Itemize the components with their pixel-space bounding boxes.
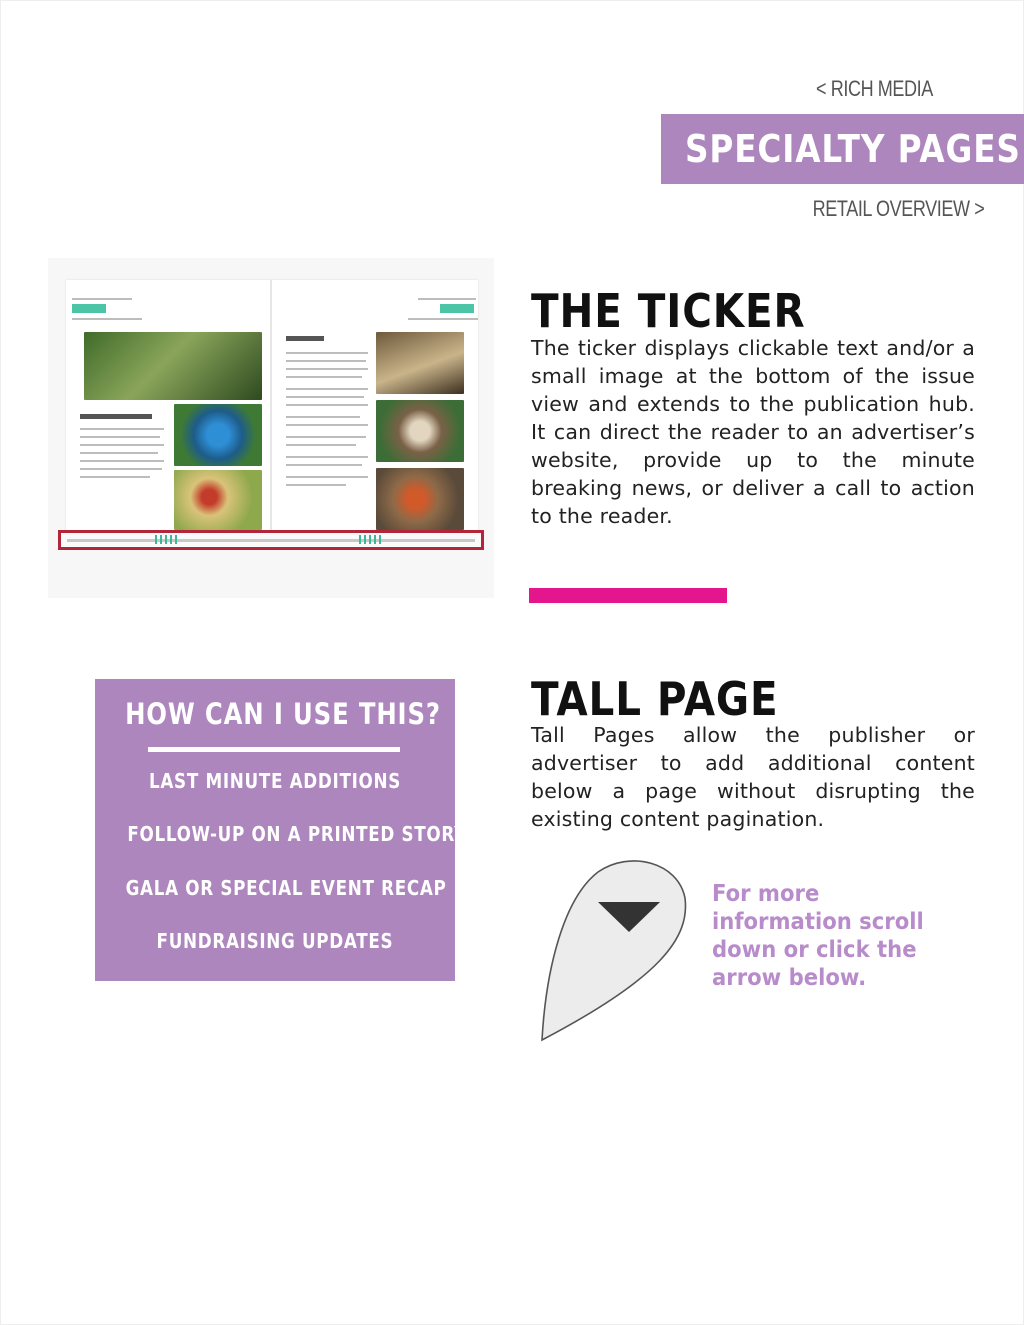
ticker-tick <box>175 535 177 544</box>
use-cases-box <box>95 679 467 981</box>
ticker-tick <box>379 535 381 544</box>
article-heading <box>80 414 152 419</box>
ticker-tick <box>374 535 376 544</box>
text-line <box>80 460 164 462</box>
robin-photo <box>376 468 464 530</box>
section-divider <box>529 588 727 603</box>
more-info-line: information scroll <box>712 909 924 935</box>
text-line <box>286 396 364 398</box>
text-line <box>418 298 476 300</box>
mushroom-photo <box>174 470 262 530</box>
spread-gutter <box>270 280 272 530</box>
ticker-strip <box>67 539 475 542</box>
text-line <box>286 368 368 370</box>
text-line <box>286 416 360 418</box>
hiker-photo <box>84 332 262 400</box>
more-info-line: arrow below. <box>712 965 867 991</box>
text-line <box>286 424 368 426</box>
left-page-tag <box>72 304 106 313</box>
text-line <box>286 464 362 466</box>
nav-prev-link[interactable]: < RICH MEDIA <box>816 76 933 101</box>
use-case-item: FOLLOW-UP ON A PRINTED STORY <box>127 822 467 846</box>
ticker-highlight <box>58 530 484 550</box>
text-line <box>286 444 356 446</box>
more-info-line: down or click the <box>712 937 917 963</box>
bird-photo <box>376 332 464 394</box>
scroll-down-button[interactable] <box>540 858 690 1044</box>
use-case-item: LAST MINUTE ADDITIONS <box>148 769 401 793</box>
text-line <box>286 376 362 378</box>
article-heading <box>286 336 324 341</box>
section-title: SPECIALTY PAGES <box>685 127 1021 171</box>
text-line <box>72 318 142 320</box>
owl-photo <box>376 400 464 462</box>
more-info-text <box>712 880 932 992</box>
text-line <box>286 404 368 406</box>
nav-next-link[interactable]: RETAIL OVERVIEW > <box>812 196 984 221</box>
ticker-tick <box>160 535 162 544</box>
text-line <box>286 360 366 362</box>
ticker-tick <box>359 535 361 544</box>
section-banner <box>661 114 1024 184</box>
text-line <box>286 484 346 486</box>
text-line <box>80 436 160 438</box>
ticker-heading: THE TICKER <box>531 284 806 338</box>
text-line <box>72 298 132 300</box>
text-line <box>286 388 368 390</box>
text-line <box>80 428 164 430</box>
use-case-item: FUNDRAISING UPDATES <box>156 929 394 953</box>
ticker-description: The ticker displays clickable text and/or a small image at the bottom of the issue view and extends to the publication hub. It can direct the reader to an advertiser’s website, provide up to the minute breaking news, or deliver a call to action to the reader. <box>531 336 975 528</box>
ticker-example-image <box>48 258 494 598</box>
use-cases-title: HOW CAN I USE THIS? <box>125 697 441 731</box>
ticker-tick <box>364 535 366 544</box>
ticker-tick <box>170 535 172 544</box>
ticker-tick <box>369 535 371 544</box>
more-info-line: For more <box>712 881 820 907</box>
butterfly-photo <box>174 404 262 466</box>
ticker-tick <box>155 535 157 544</box>
text-line <box>80 476 150 478</box>
down-arrow-icon <box>540 858 690 1044</box>
text-line <box>80 444 164 446</box>
use-cases-rule <box>148 747 400 752</box>
text-line <box>286 436 366 438</box>
right-page-tag <box>440 304 474 313</box>
use-case-item: GALA OR SPECIAL EVENT RECAP <box>125 876 447 900</box>
text-line <box>408 318 478 320</box>
tall-page-heading: TALL PAGE <box>531 672 779 726</box>
text-line <box>80 452 158 454</box>
text-line <box>80 468 162 470</box>
ticker-tick <box>165 535 167 544</box>
text-line <box>286 476 368 478</box>
text-line <box>286 456 368 458</box>
text-line <box>286 352 368 354</box>
tall-page-description: Tall Pages allow the publisher or advertiser to add additional content below a page without disrupting the existing content pagination. <box>531 723 975 831</box>
